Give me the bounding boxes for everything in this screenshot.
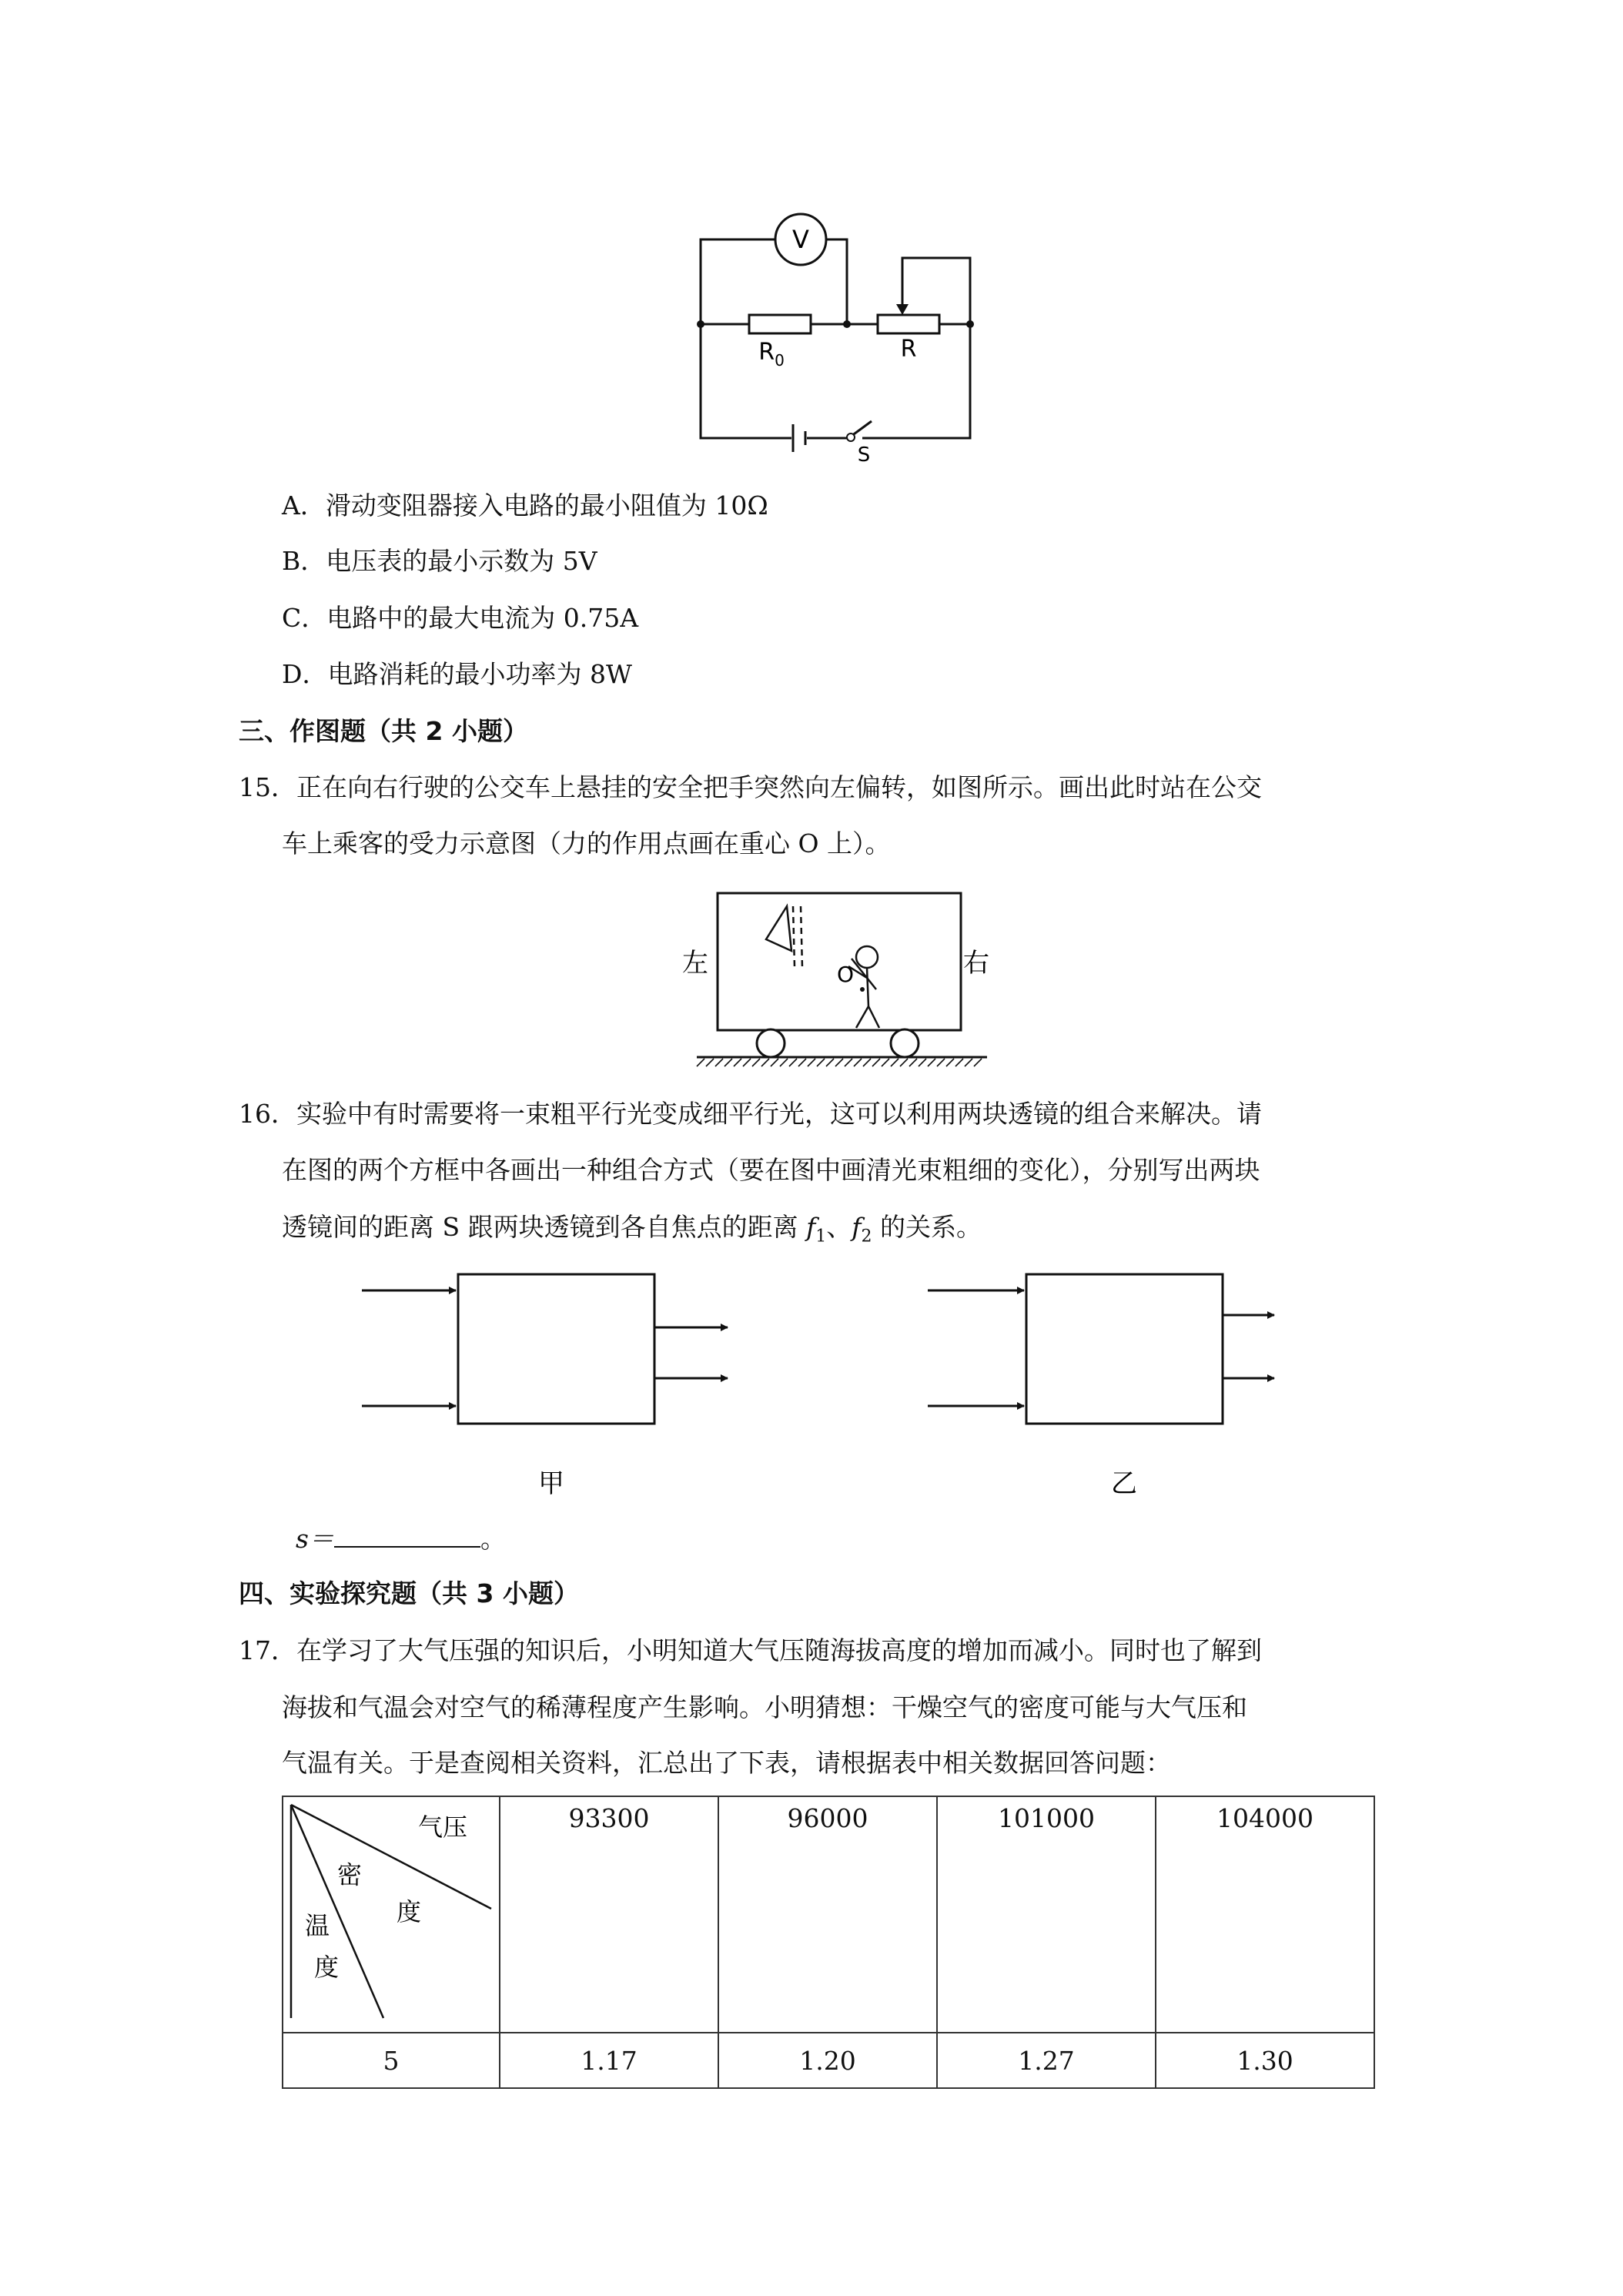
option-c: C．电路中的最大电流为 0.75A [282,603,639,633]
answer-blank [334,1523,480,1548]
s-answer-line: s＝ 。 [296,1524,506,1554]
switch-pivot [847,433,855,441]
q17-text-line3: 气温有关。于是查阅相关资料，汇总出了下表，请根据表中相关数据回答问题： [282,1748,1171,1778]
corner-du2: 度 [314,1953,340,1982]
corner-wen: 温 [305,1911,330,1940]
table-corner-cell [283,1796,500,2033]
circuit-diagram [678,196,986,474]
switch-label: S [857,443,871,467]
q15-text-line2: 车上乘客的受力示意图（力的作用点画在重心 O 上）。 [282,828,891,858]
voltmeter-label: V [792,225,809,254]
table-cell: 1.17 [500,2033,718,2088]
header-cell: 93300 [500,1796,718,2033]
node-dot-right [966,320,974,328]
header-cell: 96000 [718,1796,937,2033]
table-cell: 5 [283,2033,500,2088]
corner-pressure: 气压 [418,1812,468,1842]
rheostat-r [878,315,939,333]
corner-du: 度 [397,1897,422,1926]
rheostat-label: R [900,336,917,363]
label-left: 左 [682,948,708,979]
q16-text-line3: 透镜间的距离 S 跟两块透镜到各自焦点的距离 $f_1$、$f_2$ 的关系。 [282,1212,982,1247]
section-4-heading: 四、实验探究题（共 3 小题） [239,1578,579,1608]
table-cell: 1.30 [1156,2033,1374,2088]
q16-text-line2: 在图的两个方框中各画出一种组合方式（要在图中画清光束粗细的变化），分别写出两块 [282,1155,1260,1185]
label-yi: 乙 [1111,1468,1137,1499]
q15-text-line1: 15．正在向右行驶的公交车上悬挂的安全把手突然向左偏转，如图所示。画出此时站在公交 [239,772,1262,802]
corner-mi: 密 [337,1860,363,1889]
q17-text-line1: 17．在学习了大气压强的知识后，小明知道大气压随海拔高度的增加而减小。同时也了解到 [239,1635,1262,1665]
table-row [283,2033,1374,2088]
box-jia [458,1274,654,1424]
density-table [282,1796,1375,2089]
table-cell: 1.27 [937,2033,1156,2088]
table-cell: 1.20 [718,2033,937,2088]
option-b: B．电压表的最小示数为 5V [282,546,597,576]
label-jia: 甲 [538,1468,564,1499]
header-cell: 101000 [937,1796,1156,2033]
node-dot-mid [843,320,851,328]
q17-text-line2: 海拔和气温会对空气的稀薄程度产生影响。小明猜想：干燥空气的密度可能与大气压和 [282,1692,1247,1722]
label-right: 右 [963,948,989,979]
box-yi [1026,1274,1223,1424]
q16-text-line1: 16．实验中有时需要将一束粗平行光变成细平行光，这可以利用两块透镜的组合来解决。请 [239,1099,1262,1129]
option-d: D．电路消耗的最小功率为 8W [282,659,632,689]
point-o-label: O [836,962,855,987]
lens-box-diagrams [339,1263,1309,1517]
r0-label: $R_0$ [758,339,785,370]
wheel-right [891,1029,919,1057]
section-3-heading: 三、作图题（共 2 小题） [239,716,528,746]
resistor-r0 [749,315,811,333]
wheel-left [757,1029,785,1057]
center-of-gravity-dot [860,987,865,992]
bus-diagram [670,874,993,1074]
corner-diagonals [283,1797,499,2032]
slider-arrow [896,304,909,315]
option-a: A．滑动变阻器接入电路的最小阻值为 10Ω [282,490,768,520]
header-cell: 104000 [1156,1796,1374,2033]
node-dot-left [697,320,704,328]
